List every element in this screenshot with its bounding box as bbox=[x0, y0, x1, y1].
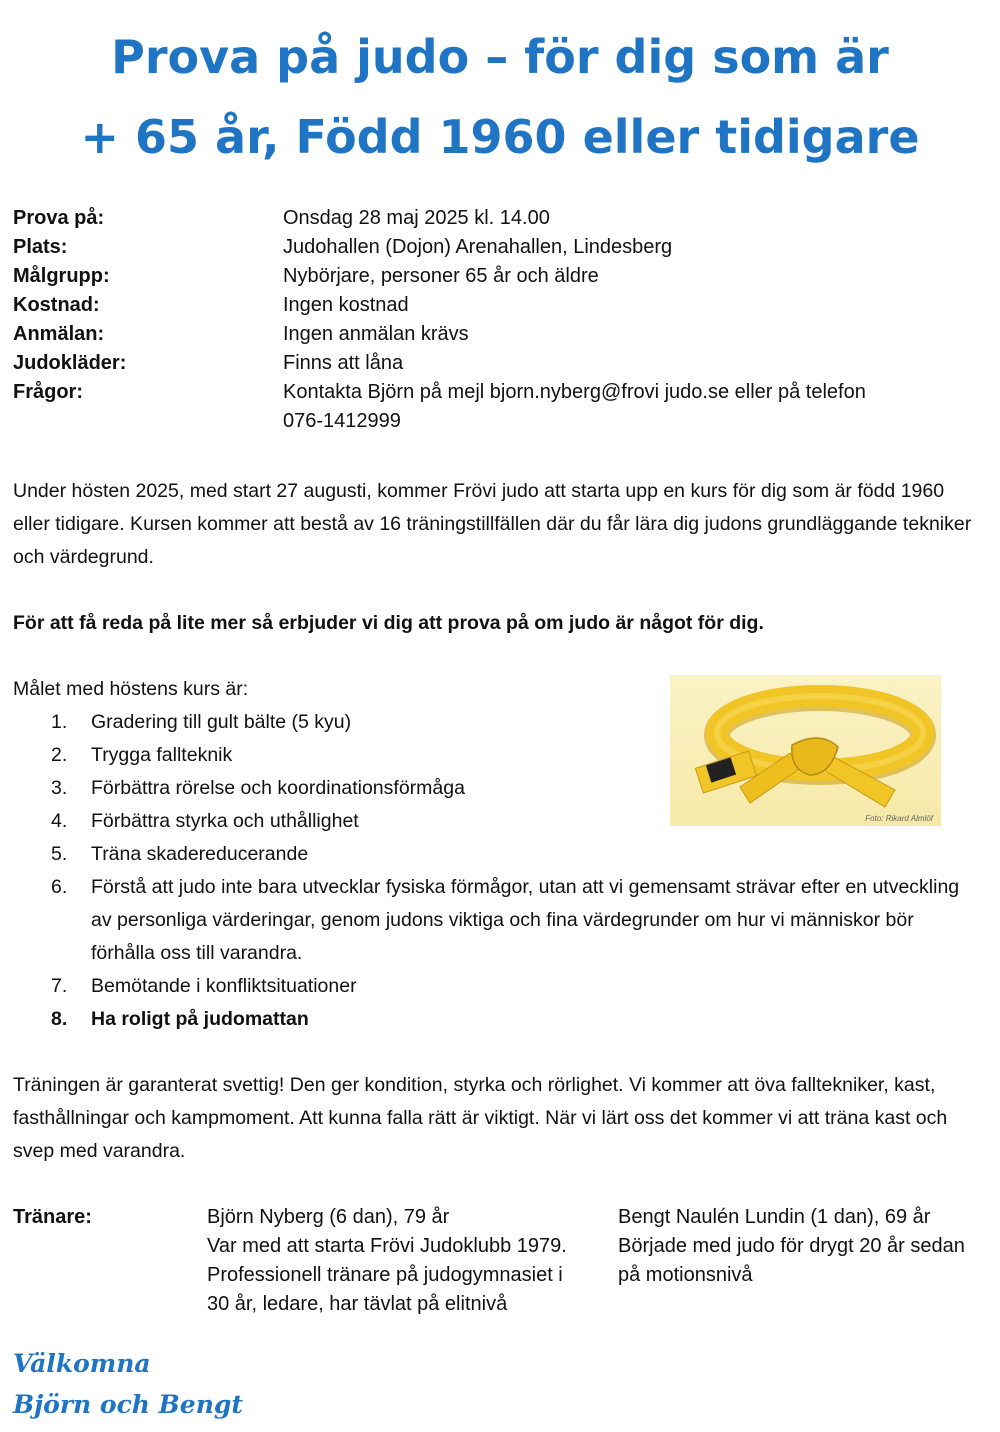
info-row-anmalan bbox=[13, 320, 973, 349]
event-info bbox=[13, 204, 973, 436]
coach-name: Bengt Naulén Lundin (1 dan), 69 år bbox=[618, 1206, 931, 1228]
list-number: 5. bbox=[51, 843, 68, 865]
photo-credit: Foto: Rikard Almlöf bbox=[865, 814, 933, 823]
list-text: Förbättra styrka och uthållighet bbox=[91, 810, 359, 832]
coach-bengt bbox=[618, 1203, 978, 1290]
page-title-line-1: Prova på judo – för dig som är bbox=[111, 30, 889, 84]
list-number: 2. bbox=[51, 744, 68, 766]
info-label: Judokläder: bbox=[13, 352, 127, 374]
list-item bbox=[13, 970, 978, 1003]
coach-description: Började med judo för drygt 20 år sedan på motionsnivå bbox=[618, 1235, 965, 1286]
intro-paragraph: Under hösten 2025, med start 27 augusti, kommer Frövi judo att starta upp en kurs för dig som är född 1960 eller tidigare. Kursen kommer att bestå av 16 träningstillfällen där du får lära dig judons grundläggande tekniker och värdegrund. bbox=[13, 480, 972, 568]
info-value: Finns att låna bbox=[283, 352, 404, 374]
list-text: Gradering till gult bälte (5 kyu) bbox=[91, 711, 352, 733]
highlight-paragraph: För att få reda på lite mer så erbjuder vi dig att prova på om judo är något för dig. bbox=[13, 612, 764, 634]
coach-description: Var med att starta Frövi Judoklubb 1979. Professionell tränare på judogymnasiet i 30 år, ledare, har tävlat på elitnivå bbox=[207, 1235, 567, 1315]
yellow-belt-icon bbox=[670, 675, 941, 826]
info-row-prova bbox=[13, 204, 973, 233]
info-row-plats bbox=[13, 233, 973, 262]
list-text: Trygga fallteknik bbox=[91, 744, 233, 766]
info-label: Prova på: bbox=[13, 207, 105, 229]
list-item bbox=[13, 1003, 978, 1036]
list-text: Träna skadereducerande bbox=[91, 843, 309, 865]
list-number: 1. bbox=[51, 711, 68, 733]
coach-name: Björn Nyberg (6 dan), 79 år bbox=[207, 1206, 450, 1228]
list-number: 3. bbox=[51, 777, 68, 799]
info-value: Onsdag 28 maj 2025 kl. 14.00 bbox=[283, 207, 550, 229]
list-item bbox=[13, 871, 978, 970]
info-value: Nybörjare, personer 65 år och äldre bbox=[283, 265, 599, 287]
list-number: 7. bbox=[51, 975, 68, 997]
list-text: Förstå att judo inte bara utvecklar fysiska förmågor, utan att vi gemensamt strävar efter en utveckling av personliga värderingar, genom judons viktiga och fina värdegrunder om hur vi människor bör förhålla oss till varandra. bbox=[91, 876, 960, 964]
info-value: Judohallen (Dojon) Arenahallen, Lindesberg bbox=[283, 236, 673, 258]
info-value: Kontakta Björn på mejl bjorn.nyberg@frovi judo.se eller på telefon 076-1412999 bbox=[283, 381, 866, 432]
welcome-signoff: Välkomna bbox=[13, 1349, 151, 1378]
list-number: 6. bbox=[51, 876, 68, 898]
info-label: Kostnad: bbox=[13, 294, 100, 316]
list-number: 4. bbox=[51, 810, 68, 832]
coach-bjorn bbox=[207, 1203, 567, 1319]
info-row-judoklader bbox=[13, 349, 973, 378]
list-text: Bemötande i konfliktsituationer bbox=[91, 975, 357, 997]
info-value: Ingen kostnad bbox=[283, 294, 409, 316]
goals-intro: Målet med höstens kurs är: bbox=[13, 678, 249, 700]
list-text: Ha roligt på judomattan bbox=[91, 1008, 309, 1030]
signers-signoff: Björn och Bengt bbox=[13, 1390, 243, 1419]
info-row-kostnad bbox=[13, 291, 973, 320]
info-label: Frågor: bbox=[13, 381, 83, 403]
training-paragraph: Träningen är garanterat svettig! Den ger kondition, styrka och rörlighet. Vi kommer att öva falltekniker, kast, fasthållningar och kampmoment. Att kunna falla rätt är viktigt. När vi lärt oss det kommer vi att träna kast och svep med varandra. bbox=[13, 1074, 948, 1162]
page-title-line-2: + 65 år, Född 1960 eller tidigare bbox=[80, 110, 920, 164]
yellow-belt-photo bbox=[670, 675, 941, 826]
info-value: Ingen anmälan krävs bbox=[283, 323, 469, 345]
info-label: Anmälan: bbox=[13, 323, 105, 345]
list-text: Förbättra rörelse och koordinationsförmåga bbox=[91, 777, 465, 799]
info-label: Målgrupp: bbox=[13, 265, 110, 287]
list-number: 8. bbox=[51, 1008, 68, 1030]
info-row-fragor bbox=[13, 378, 973, 436]
info-label: Plats: bbox=[13, 236, 68, 258]
list-item bbox=[13, 838, 978, 871]
info-row-malgrupp bbox=[13, 262, 973, 291]
coaches-label: Tränare: bbox=[13, 1206, 92, 1228]
